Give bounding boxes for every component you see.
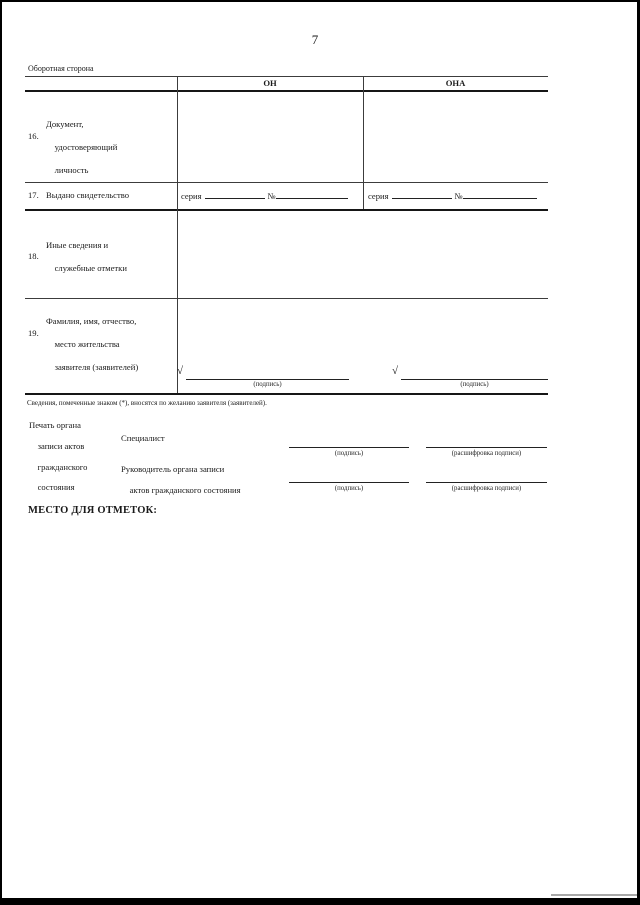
head-signature-line xyxy=(289,482,409,483)
checkmark-him: √ xyxy=(177,365,184,377)
seal-label-line3: гражданского xyxy=(37,461,88,472)
table-top-rule xyxy=(25,76,548,77)
head-label-line2: актов гражданского состояния xyxy=(129,484,241,495)
row18-label-line1: Иные сведения и xyxy=(46,240,109,250)
seal-label-line1: Печать органа xyxy=(29,420,81,430)
specialist-label: Специалист xyxy=(121,433,165,443)
seal-label-line2: записи актов xyxy=(37,440,85,451)
row19-bottom-rule xyxy=(25,393,548,395)
head-of-office-label xyxy=(121,464,241,495)
specialist-name-caption: (расшифровка подписи) xyxy=(451,450,522,457)
applicant-signature-line-him xyxy=(186,379,349,380)
series-blank-him xyxy=(205,190,265,199)
table-divider-him-her xyxy=(363,76,364,209)
row19-number: 19. xyxy=(28,328,39,338)
row17-bottom-rule xyxy=(25,209,548,211)
row19-label xyxy=(46,316,138,374)
applicant-signature-line-her xyxy=(401,379,548,380)
page-border-bottom xyxy=(0,898,640,905)
head-label-line1: Руководитель органа записи xyxy=(121,464,225,474)
page-number: 7 xyxy=(311,32,319,47)
row18-label-line2: служебные отметки xyxy=(54,263,127,273)
row16-number: 16. xyxy=(28,131,39,141)
series-word-her: серия xyxy=(368,191,389,201)
series-blank-her xyxy=(392,190,452,199)
row17-label: Выдано свидетельство xyxy=(46,190,130,200)
seal-label-line4: состояния xyxy=(37,482,75,493)
row16-label-line3: личность xyxy=(54,165,89,175)
table-divider-labels xyxy=(177,76,178,393)
side-label: Оборотная сторона xyxy=(28,64,94,73)
row16-label-line2: удостоверяющий xyxy=(54,142,118,152)
row18-bottom-rule xyxy=(25,298,548,299)
marks-heading: МЕСТО ДЛЯ ОТМЕТОК: xyxy=(28,505,158,516)
series-word-him: серия xyxy=(181,191,202,201)
row19-label-line3: заявителя (заявителей) xyxy=(54,362,139,372)
applicant-signature-caption-him: (подпись) xyxy=(253,381,282,388)
number-blank-her xyxy=(463,190,537,199)
number-blank-him xyxy=(276,190,348,199)
numero-sign-her: № xyxy=(454,191,463,201)
head-name-caption: (расшифровка подписи) xyxy=(451,485,522,492)
row16-label xyxy=(46,119,117,177)
numero-sign-him: № xyxy=(267,191,276,201)
specialist-signature-caption: (подпись) xyxy=(334,450,364,457)
row16-label-line1: Документ, xyxy=(46,119,84,129)
table-header-rule xyxy=(25,90,548,92)
asterisk-footnote: Сведения, помеченные знаком (*), вносятся по желанию заявителя (заявителей). xyxy=(27,399,267,407)
specialist-name-line xyxy=(426,447,547,448)
page-border-top xyxy=(0,0,640,2)
specialist-signature-line xyxy=(289,447,409,448)
row19-label-line1: Фамилия, имя, отчество, xyxy=(46,316,137,326)
row19-label-line2: место жительства xyxy=(54,339,120,349)
head-signature-caption: (подпись) xyxy=(334,485,364,492)
checkmark-her: √ xyxy=(392,365,399,377)
seal-label xyxy=(29,420,87,493)
scan-artifact-line xyxy=(551,894,637,896)
certificate-series-her xyxy=(368,190,537,201)
column-header-him: ОН xyxy=(263,78,277,88)
row18-number: 18. xyxy=(28,251,39,261)
row17-number: 17. xyxy=(28,190,39,200)
head-name-line xyxy=(426,482,547,483)
row18-label xyxy=(46,240,127,275)
applicant-signature-caption-her: (подпись) xyxy=(460,381,489,388)
row16-bottom-rule xyxy=(25,182,548,183)
column-header-her: ОНА xyxy=(445,78,466,88)
certificate-series-him xyxy=(181,190,348,201)
page-border-left xyxy=(0,0,2,905)
